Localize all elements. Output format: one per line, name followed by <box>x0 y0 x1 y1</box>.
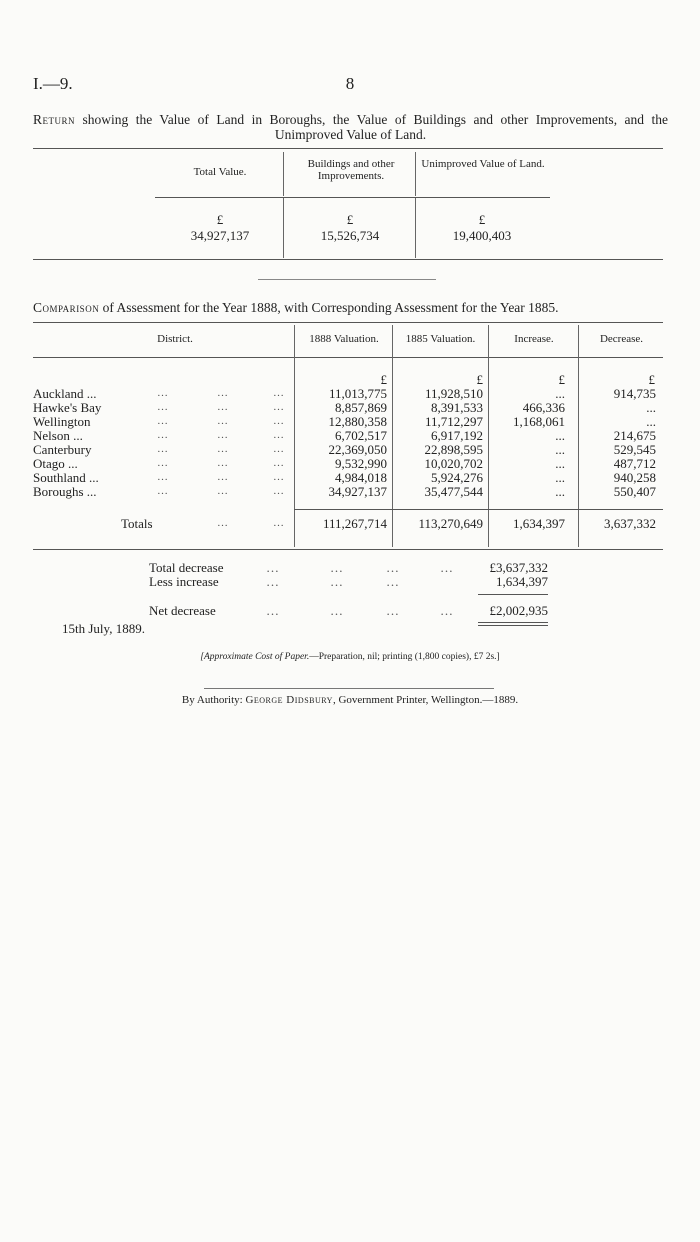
district-name: Otago ... <box>33 456 78 471</box>
value-increase: ... <box>555 428 565 443</box>
district-name: Boroughs ... <box>33 484 97 499</box>
return-buildings-value: 15,526,734 <box>320 228 380 243</box>
comparison-title-rest: of Assessment for the Year 1888, with Corresponding Assessment for the Year 1885. <box>99 300 559 315</box>
value-decrease: 550,407 <box>613 484 656 499</box>
value-increase: ... <box>555 442 565 457</box>
table-row: Boroughs ... … … … 34,927,137 35,477,544 ... 550,407 <box>33 484 656 499</box>
value-decrease: ... <box>646 400 656 415</box>
value-decrease: 940,258 <box>613 470 656 485</box>
comparison-header-rule <box>33 357 663 358</box>
less-increase-value: 1,634,397 <box>496 574 548 589</box>
col-header-increase: Increase. <box>514 333 554 345</box>
authority-line <box>0 694 700 706</box>
district-name: Hawke's Bay <box>33 400 102 415</box>
value-1888: 11,013,775 <box>328 386 387 401</box>
table-row: Otago ... … … … 9,532,990 10,020,702 ... 487,712 <box>33 456 656 471</box>
return-col-divider <box>415 152 416 196</box>
return-table-bottom-rule <box>33 259 663 260</box>
district-name: Southland ... <box>33 470 99 485</box>
return-currency: £ <box>216 212 224 227</box>
return-currency: £ <box>478 212 486 227</box>
net-decrease-label: Net decrease <box>149 603 216 618</box>
value-1888: 34,927,137 <box>328 484 387 499</box>
total-decrease-value: £3,637,332 <box>489 560 548 575</box>
section-separator <box>258 279 436 280</box>
value-1885: 11,928,510 <box>424 386 483 401</box>
currency-decrease: £ <box>648 372 655 387</box>
district-name: Canterbury <box>33 442 92 457</box>
currency-1888: £ <box>380 372 387 387</box>
total-decrease-label: Total decrease <box>149 560 224 575</box>
col-header-district: District. <box>157 333 193 345</box>
value-1888: 22,369,050 <box>328 442 387 457</box>
totals-rule <box>294 509 663 510</box>
table-row: Wellington … … … 12,880,358 11,712,297 1,168,061 ... <box>33 414 656 429</box>
cost-note <box>0 652 700 662</box>
value-increase: 1,168,061 <box>513 414 565 429</box>
value-increase: ... <box>555 456 565 471</box>
comparison-bottom-rule <box>33 549 663 550</box>
value-1885: 11,712,297 <box>424 414 483 429</box>
value-1888: 8,857,869 <box>335 400 387 415</box>
table-row: Canterbury … … … 22,369,050 22,898,595 ... 529,545 <box>33 442 656 457</box>
value-1888: 6,702,517 <box>335 428 387 443</box>
return-title-lead: Return <box>33 112 76 127</box>
return-header-total: Total Value. <box>193 166 247 178</box>
return-header-rule <box>155 197 550 198</box>
less-increase-label: Less increase <box>149 574 219 589</box>
return-header-buildings: Buildings and other Improvements. <box>307 158 395 182</box>
value-decrease: 914,735 <box>613 386 656 401</box>
authority-rest: , Government Printer, Wellington.—1889. <box>332 694 519 706</box>
page-number: 8 <box>345 74 355 93</box>
net-decrease-value: £2,002,935 <box>489 603 548 618</box>
value-1885: 22,898,595 <box>424 442 483 457</box>
district-name: Wellington <box>33 414 91 429</box>
value-increase: ... <box>555 484 565 499</box>
comparison-top-rule <box>33 322 663 323</box>
value-increase: ... <box>555 386 565 401</box>
value-decrease: 487,712 <box>613 456 656 471</box>
total-increase: 1,634,397 <box>513 516 565 531</box>
value-decrease: 529,545 <box>613 442 656 457</box>
totals-row: Totals … … 111,267,714 113,270,649 1,634,397 3,637,332 <box>121 516 656 531</box>
printer-name: George Didsbury <box>245 694 333 706</box>
table-row: Nelson ... … … … 6,702,517 6,917,192 ... 214,675 <box>33 428 656 443</box>
table-row: Southland ... … … … 4,984,018 5,924,276 ... 940,258 <box>33 470 656 485</box>
cost-note-rest: —Preparation, nil; printing (1,800 copies), £7 2s.] <box>309 652 500 662</box>
value-increase: ... <box>555 470 565 485</box>
value-1885: 10,020,702 <box>424 456 483 471</box>
cost-note-lead: [Approximate Cost of Paper. <box>200 652 310 662</box>
net-double-rule-1 <box>478 622 548 623</box>
value-1888: 4,984,018 <box>335 470 387 485</box>
value-1888: 9,532,990 <box>335 456 387 471</box>
return-header-unimproved: Unimproved Value of Land. <box>421 158 545 170</box>
summary-rule <box>478 594 548 595</box>
return-col-divider <box>283 198 284 258</box>
district-name: Auckland ... <box>33 386 97 401</box>
net-double-rule-2 <box>478 625 548 626</box>
authority-lead: By Authority: <box>181 694 246 706</box>
totals-label: Totals <box>121 516 153 531</box>
table-row: Auckland ... … … … 11,013,775 11,928,510 ... 914,735 <box>33 386 656 401</box>
return-unimproved-value: 19,400,403 <box>452 228 512 243</box>
comparison-title-lead: Comparison <box>33 300 100 315</box>
currency-1885: £ <box>476 372 483 387</box>
total-1885: 113,270,649 <box>418 516 483 531</box>
total-1888: 111,267,714 <box>322 516 387 531</box>
value-1885: 6,917,192 <box>431 428 483 443</box>
col-header-decrease: Decrease. <box>599 333 644 345</box>
return-title <box>33 112 668 142</box>
value-1885: 8,391,533 <box>431 400 483 415</box>
col-header-1885: 1885 Valuation. <box>405 333 476 345</box>
return-currency: £ <box>346 212 354 227</box>
return-total-value: 34,927,137 <box>190 228 250 243</box>
total-decrease: 3,637,332 <box>604 516 656 531</box>
return-col-divider <box>283 152 284 196</box>
value-1888: 12,880,358 <box>328 414 387 429</box>
return-table-top-rule <box>33 148 663 149</box>
document-reference: I.—9. <box>33 74 73 93</box>
col-header-1888: 1888 Valuation. <box>309 333 379 345</box>
value-1885: 35,477,544 <box>424 484 483 499</box>
report-date: 15th July, 1889. <box>62 621 145 636</box>
return-col-divider <box>415 198 416 258</box>
district-name: Nelson ... <box>33 428 83 443</box>
authority-rule <box>204 688 494 689</box>
currency-increase: £ <box>558 372 565 387</box>
value-increase: 466,336 <box>522 400 565 415</box>
table-row: Hawke's Bay … … … 8,857,869 8,391,533 466,336 ... <box>33 400 656 415</box>
value-decrease: ... <box>646 414 656 429</box>
return-title-rest: showing the Value of Land in Boroughs, the Value of Buildings and other Improvements, and the Unimproved Value of Land. <box>75 112 668 142</box>
value-1885: 5,924,276 <box>431 470 483 485</box>
comparison-title <box>33 300 668 316</box>
currency-row <box>33 373 663 387</box>
value-decrease: 214,675 <box>613 428 656 443</box>
